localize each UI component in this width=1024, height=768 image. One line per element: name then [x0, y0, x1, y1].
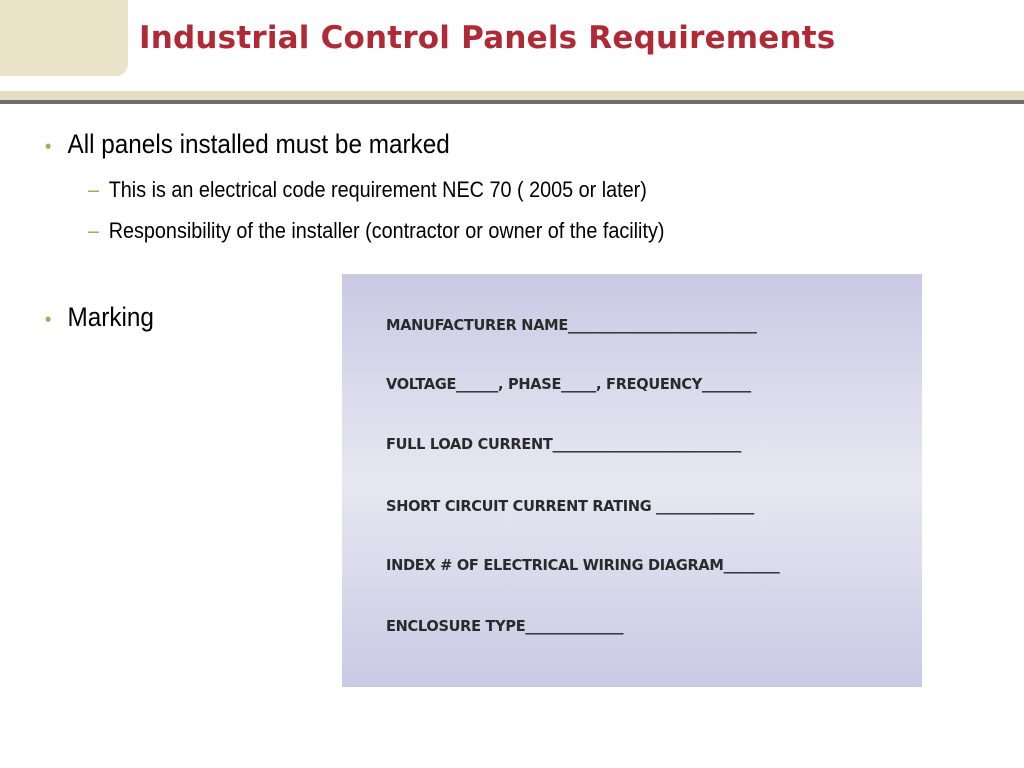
marking-label-image: [342, 274, 922, 687]
bullet-marker: •: [45, 309, 52, 331]
label-field-wiring-diagram-index: INDEX # OF ELECTRICAL WIRING DIAGRAM________: [386, 556, 780, 574]
header-rule-beige: [0, 91, 1024, 100]
bullet-panels-marked: [45, 129, 450, 160]
label-field-manufacturer-name: MANUFACTURER NAME___________________________: [386, 316, 757, 334]
header-corner-tab: [0, 0, 128, 76]
label-field-short-circuit-rating: SHORT CIRCUIT CURRENT RATING ______________: [386, 497, 754, 515]
label-field-enclosure-type: ENCLOSURE TYPE______________: [386, 617, 624, 635]
label-field-full-load-current: FULL LOAD CURRENT___________________________: [386, 435, 742, 453]
sub-bullet-nec-code: [88, 177, 647, 203]
label-field-voltage-phase-frequency: VOLTAGE______, PHASE_____, FREQUENCY_______: [386, 375, 751, 393]
sub-bullet-text: This is an electrical code requirement NEC 70 ( 2005 or later): [108, 177, 647, 202]
header-rule-dark: [0, 100, 1024, 104]
bullet-marker: •: [45, 136, 52, 158]
bullet-text: Marking: [67, 302, 154, 332]
slide-title: Industrial Control Panels Requirements: [139, 20, 836, 56]
bullet-text: All panels installed must be marked: [67, 129, 450, 159]
sub-bullet-responsibility: [88, 218, 664, 244]
sub-bullet-marker: –: [88, 177, 100, 202]
bullet-marking: [45, 302, 154, 333]
sub-bullet-marker: –: [88, 218, 100, 243]
sub-bullet-text: Responsibility of the installer (contractor or owner of the facility): [108, 218, 665, 243]
